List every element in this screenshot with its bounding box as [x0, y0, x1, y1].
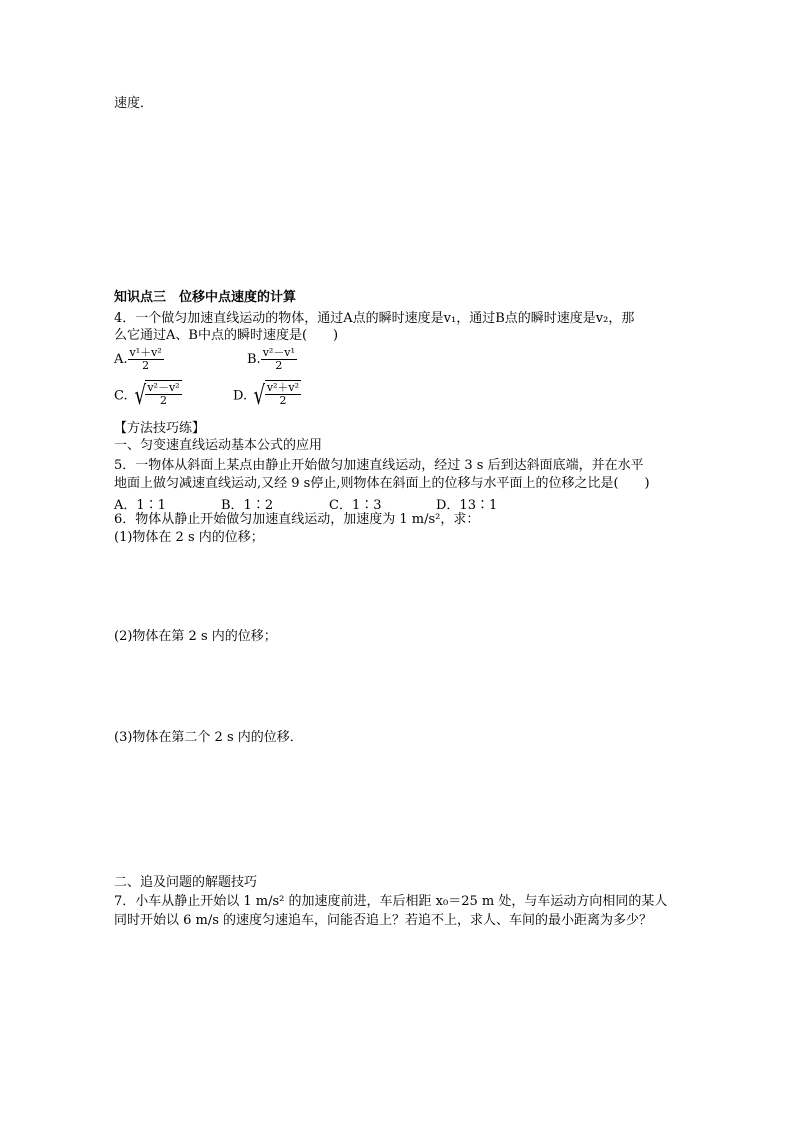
q7-line1: 7．小车从静止开始以 1 m/s² 的加速度前进，车后相距 x₀＝25 m 处，与车运动方向相同的某人: [114, 894, 668, 909]
q6-stem: 6．物体从静止开始做匀加速直线运动，加速度为 1 m/s²，求：: [114, 512, 480, 527]
q4-option-a-denominator: 2: [142, 359, 150, 372]
q4-option-c: [114, 380, 182, 412]
part-1-title: 一、匀变速直线运动基本公式的应用: [114, 438, 323, 453]
q5-option-d: D．13∶1: [436, 498, 498, 513]
q6-sub3: (3)物体在第二个 2 s 内的位移．: [114, 730, 303, 745]
q4-option-b-fraction: [261, 347, 297, 372]
q5-option-a: A．1∶1: [114, 498, 166, 513]
continued-text: 速度．: [114, 96, 154, 111]
q4-line1: 4．一个做匀加速直线运动的物体，通过A点的瞬时速度是v₁，通过B点的瞬时速度是v₂，那: [114, 311, 635, 326]
sqrt-icon: √: [134, 381, 146, 411]
q6-sub2: (2)物体在第 2 s 内的位移；: [114, 629, 277, 644]
q4-option-d-numerator: v²＋v²: [266, 381, 300, 394]
q4-option-d: [233, 380, 301, 412]
q4-option-a: [114, 347, 164, 372]
q4-option-a-label: A.: [114, 352, 128, 367]
q4-option-d-sqrt: [251, 380, 301, 412]
q4-option-d-fraction: [265, 382, 301, 407]
q4-option-a-numerator: v¹＋v²: [129, 346, 162, 359]
q4-option-c-sqrt: [132, 380, 182, 412]
q4-option-d-denominator: 2: [279, 394, 287, 407]
q4-option-a-fraction: [128, 347, 164, 372]
q4-option-c-fraction: [145, 382, 181, 407]
q4-option-d-label: D.: [233, 388, 248, 404]
sqrt-icon: √: [253, 381, 266, 411]
q4-option-b-numerator: v²－v¹: [262, 346, 295, 359]
q4-option-b-label: B.: [247, 352, 261, 367]
q4-option-c-label: C.: [114, 388, 128, 404]
method-practice-title: 【方法技巧练】: [114, 421, 206, 436]
q4-option-b: [247, 347, 297, 372]
q4-option-c-numerator: v²－v²: [147, 381, 180, 394]
q5-option-c: C．1∶3: [329, 498, 382, 513]
q6-sub1: (1)物体在 2 s 内的位移；: [114, 530, 264, 545]
q5-line2: 地面上做匀减速直线运动,又经 9 s停止,则物体在斜面上的位移与水平面上的位移之比是( ): [114, 476, 650, 491]
q4-option-b-denominator: 2: [275, 359, 283, 372]
q5-line1: 5．一物体从斜面上某点由静止开始做匀加速直线运动，经过 3 s 后到达斜面底端，并在水平: [114, 458, 644, 473]
q4-line2: 么它通过A、B中点的瞬时速度是( ): [114, 328, 339, 343]
section-3-title: 知识点三 位移中点速度的计算: [114, 290, 297, 305]
part-2-title: 二、追及问题的解题技巧: [114, 875, 258, 890]
q7-line2: 同时开始以 6 m/s 的速度匀速追车，问能否追上？若追不上，求人、车间的最小距离为多少？: [114, 913, 653, 928]
q4-option-c-denominator: 2: [159, 394, 167, 407]
q5-option-b: B．1∶2: [221, 498, 274, 513]
